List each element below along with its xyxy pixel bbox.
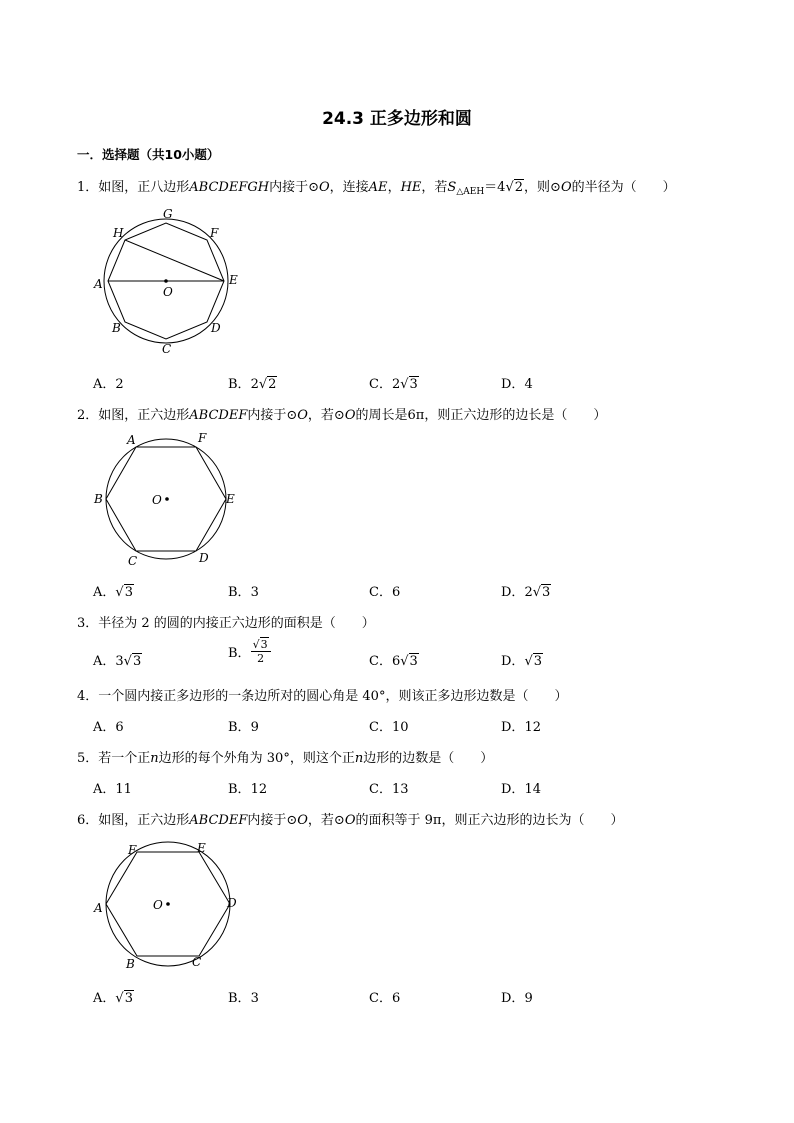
q6-option-c[interactable]: C．6	[369, 991, 401, 1006]
label-a: A	[127, 433, 136, 447]
label-o: O	[152, 493, 162, 507]
label-b: B	[126, 957, 135, 971]
label-c: C	[128, 554, 138, 568]
label-e: E	[229, 273, 238, 287]
label-h: H	[113, 226, 124, 240]
q5-option-a[interactable]: A．11	[93, 782, 132, 797]
q3-option-d[interactable]: D．√3	[501, 654, 543, 669]
page-title: 24.3 正多边形和圆	[322, 109, 472, 129]
q6-option-d[interactable]: D．9	[501, 991, 533, 1006]
label-b: B	[94, 492, 103, 506]
q1-option-b[interactable]: B．2√2	[228, 377, 277, 392]
q1-option-d[interactable]: D．4	[501, 377, 533, 392]
label-o: O	[153, 898, 163, 912]
label-e: E	[197, 841, 206, 855]
q5-option-b[interactable]: B．12	[228, 782, 268, 797]
q1-option-a[interactable]: A．2	[93, 377, 124, 392]
question-2-stem: 2．如图，正六边形ABCDEF内接于⊙O，若⊙O的周长是6π，则正六边形的边长是（ ）	[77, 408, 607, 423]
q3-option-c[interactable]: C．6√3	[369, 654, 418, 669]
q5-option-d[interactable]: D．14	[501, 782, 541, 797]
question-3-stem: 3．半径为 2 的圆的内接正六边形的面积是（ ）	[77, 616, 375, 631]
q6-option-b[interactable]: B．3	[228, 991, 259, 1006]
q1-option-c[interactable]: C．2√3	[369, 377, 418, 392]
label-d: D	[227, 896, 237, 910]
q2-option-d[interactable]: D．2√3	[501, 585, 551, 600]
label-g: G	[163, 207, 173, 221]
q4-option-d[interactable]: D．12	[501, 720, 541, 735]
q2-option-b[interactable]: B．3	[228, 585, 259, 600]
q3-option-a[interactable]: A．3√3	[93, 654, 142, 669]
label-b: B	[112, 321, 121, 335]
label-d: D	[211, 321, 221, 335]
octagon-figure	[88, 205, 248, 360]
question-6-stem: 6．如图，正六边形ABCDEF内接于⊙O，若⊙O的面积等于 9π，则正六边形的边长为（ ）	[77, 813, 624, 828]
hexagon-figure-q6	[88, 838, 248, 978]
question-4-stem: 4．一个圆内接正多边形的一条边所对的圆心角是 40°，则该正多边形边数是（ ）	[77, 689, 568, 704]
question-1-stem: 1．如图，正八边形ABCDEFGH内接于⊙O，连接AE，HE，若$S_{\triangle AEH}=4√2$，则⊙O的半径为（ ）	[77, 180, 676, 197]
label-o: O	[163, 285, 173, 299]
label-f: F	[128, 843, 137, 857]
label-f: F	[210, 226, 219, 240]
q2-option-a[interactable]: A．√3	[93, 585, 133, 600]
q6-option-a[interactable]: A．√3	[93, 991, 133, 1006]
label-d: D	[199, 551, 209, 565]
q3-option-b[interactable]: B． $\frac{√3}{2}$	[228, 638, 271, 665]
q5-option-c[interactable]: C．13	[369, 782, 409, 797]
q4-option-c[interactable]: C．10	[369, 720, 409, 735]
section-heading: 一．选择题（共10小题）	[77, 147, 220, 162]
q4-option-b[interactable]: B．9	[228, 720, 259, 735]
label-f: F	[198, 431, 207, 445]
label-c: C	[162, 342, 172, 356]
label-a: A	[94, 277, 103, 291]
q2-option-c[interactable]: C．6	[369, 585, 401, 600]
label-c: C	[192, 955, 202, 969]
q4-option-a[interactable]: A．6	[93, 720, 124, 735]
label-a: A	[94, 901, 103, 915]
question-5-stem: 5．若一个正n边形的每个外角为 30°，则这个正n边形的边数是（ ）	[77, 751, 494, 766]
hexagon-figure-q2	[88, 430, 248, 570]
label-e: E	[226, 492, 235, 506]
